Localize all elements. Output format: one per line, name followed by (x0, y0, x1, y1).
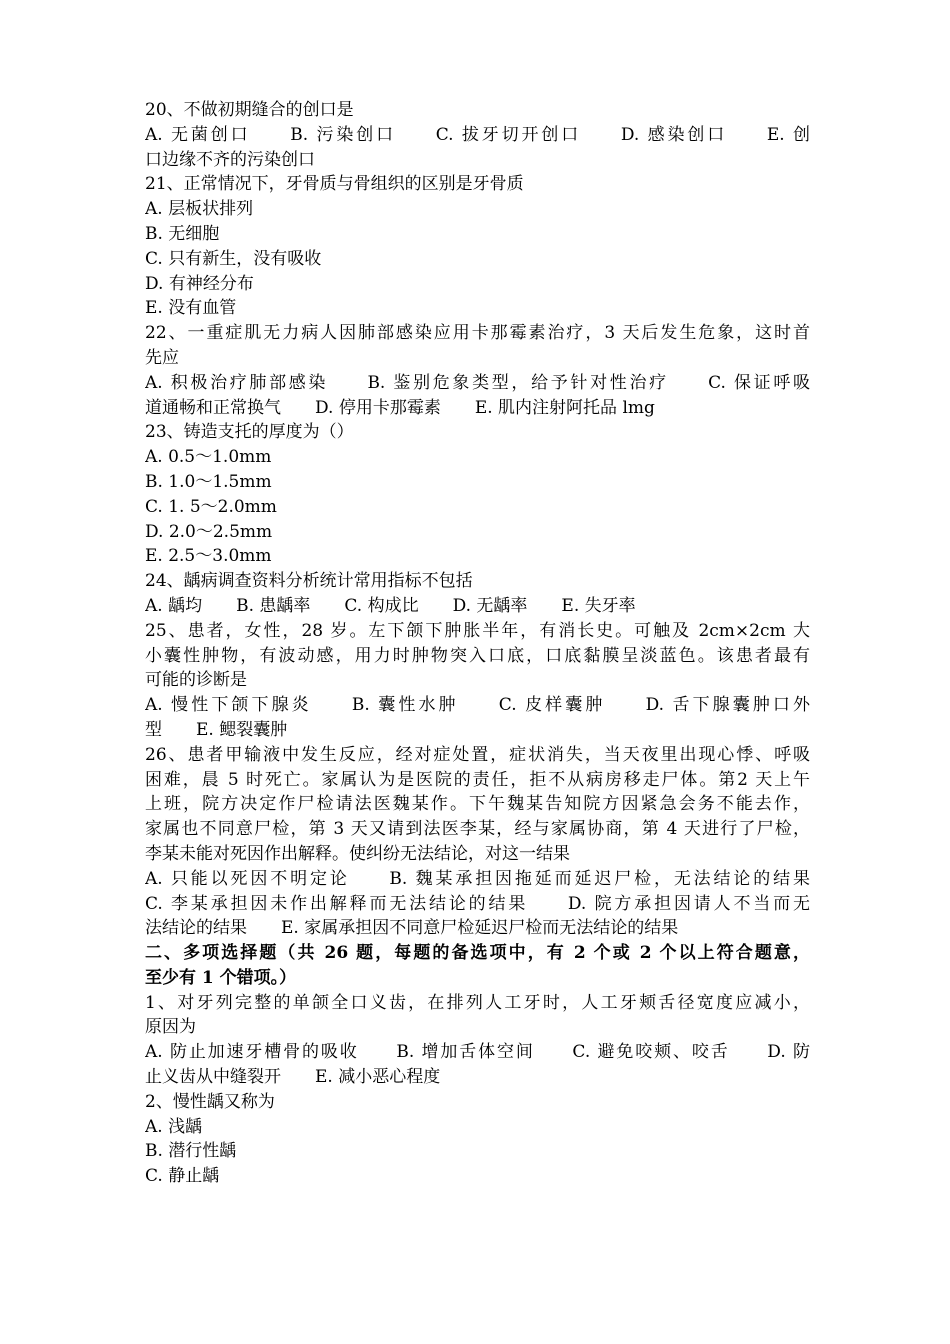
mc-question-1-stem: 1、对牙列完整的单颌全口义齿，在排列人工牙时，人工牙颊舌径宽度应减小， (145, 992, 810, 1013)
question-26-stem-3: 上班，院方决定作尸检请法医魏某作。下午魏某告知院方因紧急会务不能去作， (145, 794, 810, 815)
question-21-option-a: A. 层板状排列 (145, 199, 254, 220)
question-26-stem-5: 李某未能对死因作出解释。使纠纷无法结论，对这一结果 (145, 843, 570, 864)
question-21-option-c: C. 只有新生，没有吸收 (145, 248, 322, 269)
question-23-option-b: B. 1.0～1.5mm (145, 471, 272, 492)
question-22-options-cont: 道通畅和正常换气 D. 停用卡那霉素 E. 肌内注射阿托品 lmg (145, 397, 655, 418)
question-25-options: A. 慢性下颌下腺炎 B. 囊性水肿 C. 皮样囊肿 D. 舌下腺囊肿口外 (145, 695, 810, 716)
mc-question-2-option-c: C. 静止龋 (145, 1166, 220, 1187)
question-25-stem-end: 可能的诊断是 (145, 670, 247, 691)
question-26-options-2: C. 李某承担因未作出解释而无法结论的结果 D. 院方承担因请人不当而无 (145, 893, 810, 914)
mc-question-1-options-cont: 止义齿从中缝裂开 E. 减小恶心程度 (145, 1067, 441, 1088)
question-23-option-c: C. 1. 5～2.0mm (145, 496, 277, 517)
section-heading-cont: 至少有 1 个错项。） (145, 967, 297, 988)
question-25-stem: 25、患者，女性，28 岁。左下颌下肿胀半年，有消长史。可触及 2cm×2cm 大 (145, 620, 810, 641)
question-26-stem-2: 困难，晨 5 时死亡。家属认为是医院的责任，拒不从病房移走尸体。第2 天上午 (145, 769, 810, 790)
mc-question-1-stem-cont: 原因为 (145, 1017, 196, 1038)
question-25-options-cont: 型 E. 鳃裂囊肿 (145, 719, 288, 740)
mc-question-2-option-b: B. 潜行性龋 (145, 1141, 237, 1162)
question-20-options-cont: 口边缘不齐的污染创口 (145, 149, 315, 170)
mc-question-2-stem: 2、慢性龋又称为 (145, 1091, 275, 1112)
question-25-stem-cont: 小囊性肿物，有波动感，用力时肿物突入口底，口底黏膜呈淡蓝色。该患者最有 (145, 645, 810, 666)
mc-question-1-options: A. 防止加速牙槽骨的吸收 B. 增加舌体空间 C. 避免咬颊、咬舌 D. 防 (145, 1042, 810, 1063)
exam-question-text (145, 98, 810, 1189)
question-23-stem: 23、铸造支托的厚度为（） (145, 422, 354, 443)
question-23-option-d: D. 2.0～2.5mm (145, 521, 273, 542)
mc-question-2-option-a: A. 浅龋 (145, 1116, 203, 1137)
question-21-option-e: E. 没有血管 (145, 298, 237, 319)
question-26-stem-4: 家属也不同意尸检，第 3 天又请到法医李某，经与家属协商，第 4 天进行了尸检， (145, 819, 810, 840)
question-21-option-d: D. 有神经分布 (145, 273, 254, 294)
question-24-stem: 24、龋病调查资料分析统计常用指标不包括 (145, 571, 473, 592)
question-26-options-3: 法结论的结果 E. 家属承担因不同意尸检延迟尸检而无法结论的结果 (145, 918, 679, 939)
question-23-option-a: A. 0.5～1.0mm (145, 447, 272, 468)
question-21-option-b: B. 无细胞 (145, 223, 220, 244)
question-26-stem: 26、患者甲输液中发生反应，经对症处置，症状消失，当天夜里出现心悸、呼吸 (145, 744, 810, 765)
question-22-stem-cont: 先应 (145, 347, 179, 368)
question-21-stem: 21、正常情况下，牙骨质与骨组织的区别是牙骨质 (145, 174, 524, 195)
question-20-stem: 20、不做初期缝合的创口是 (145, 100, 354, 120)
question-23-option-e: E. 2.5～3.0mm (145, 546, 272, 567)
question-22-stem: 22、一重症肌无力病人因肺部感染应用卡那霉素治疗，3 天后发生危象，这时首 (145, 323, 810, 344)
question-22-options: A. 积极治疗肺部感染 B. 鉴别危象类型，给予针对性治疗 C. 保证呼吸 (145, 372, 810, 393)
section-heading: 二、多项选择题（共 26 题，每题的备选项中，有 2 个或 2 个以上符合题意， (145, 943, 810, 964)
question-20-options: A. 无菌创口 B. 污染创口 C. 拔牙切开创口 D. 感染创口 E. 创 (145, 124, 810, 145)
question-24-options: A. 龋均 B. 患龋率 C. 构成比 D. 无龋率 E. 失牙率 (145, 595, 636, 616)
question-26-options: A. 只能以死因不明定论 B. 魏某承担因拖延而延迟尸检，无法结论的结果 (145, 868, 810, 889)
